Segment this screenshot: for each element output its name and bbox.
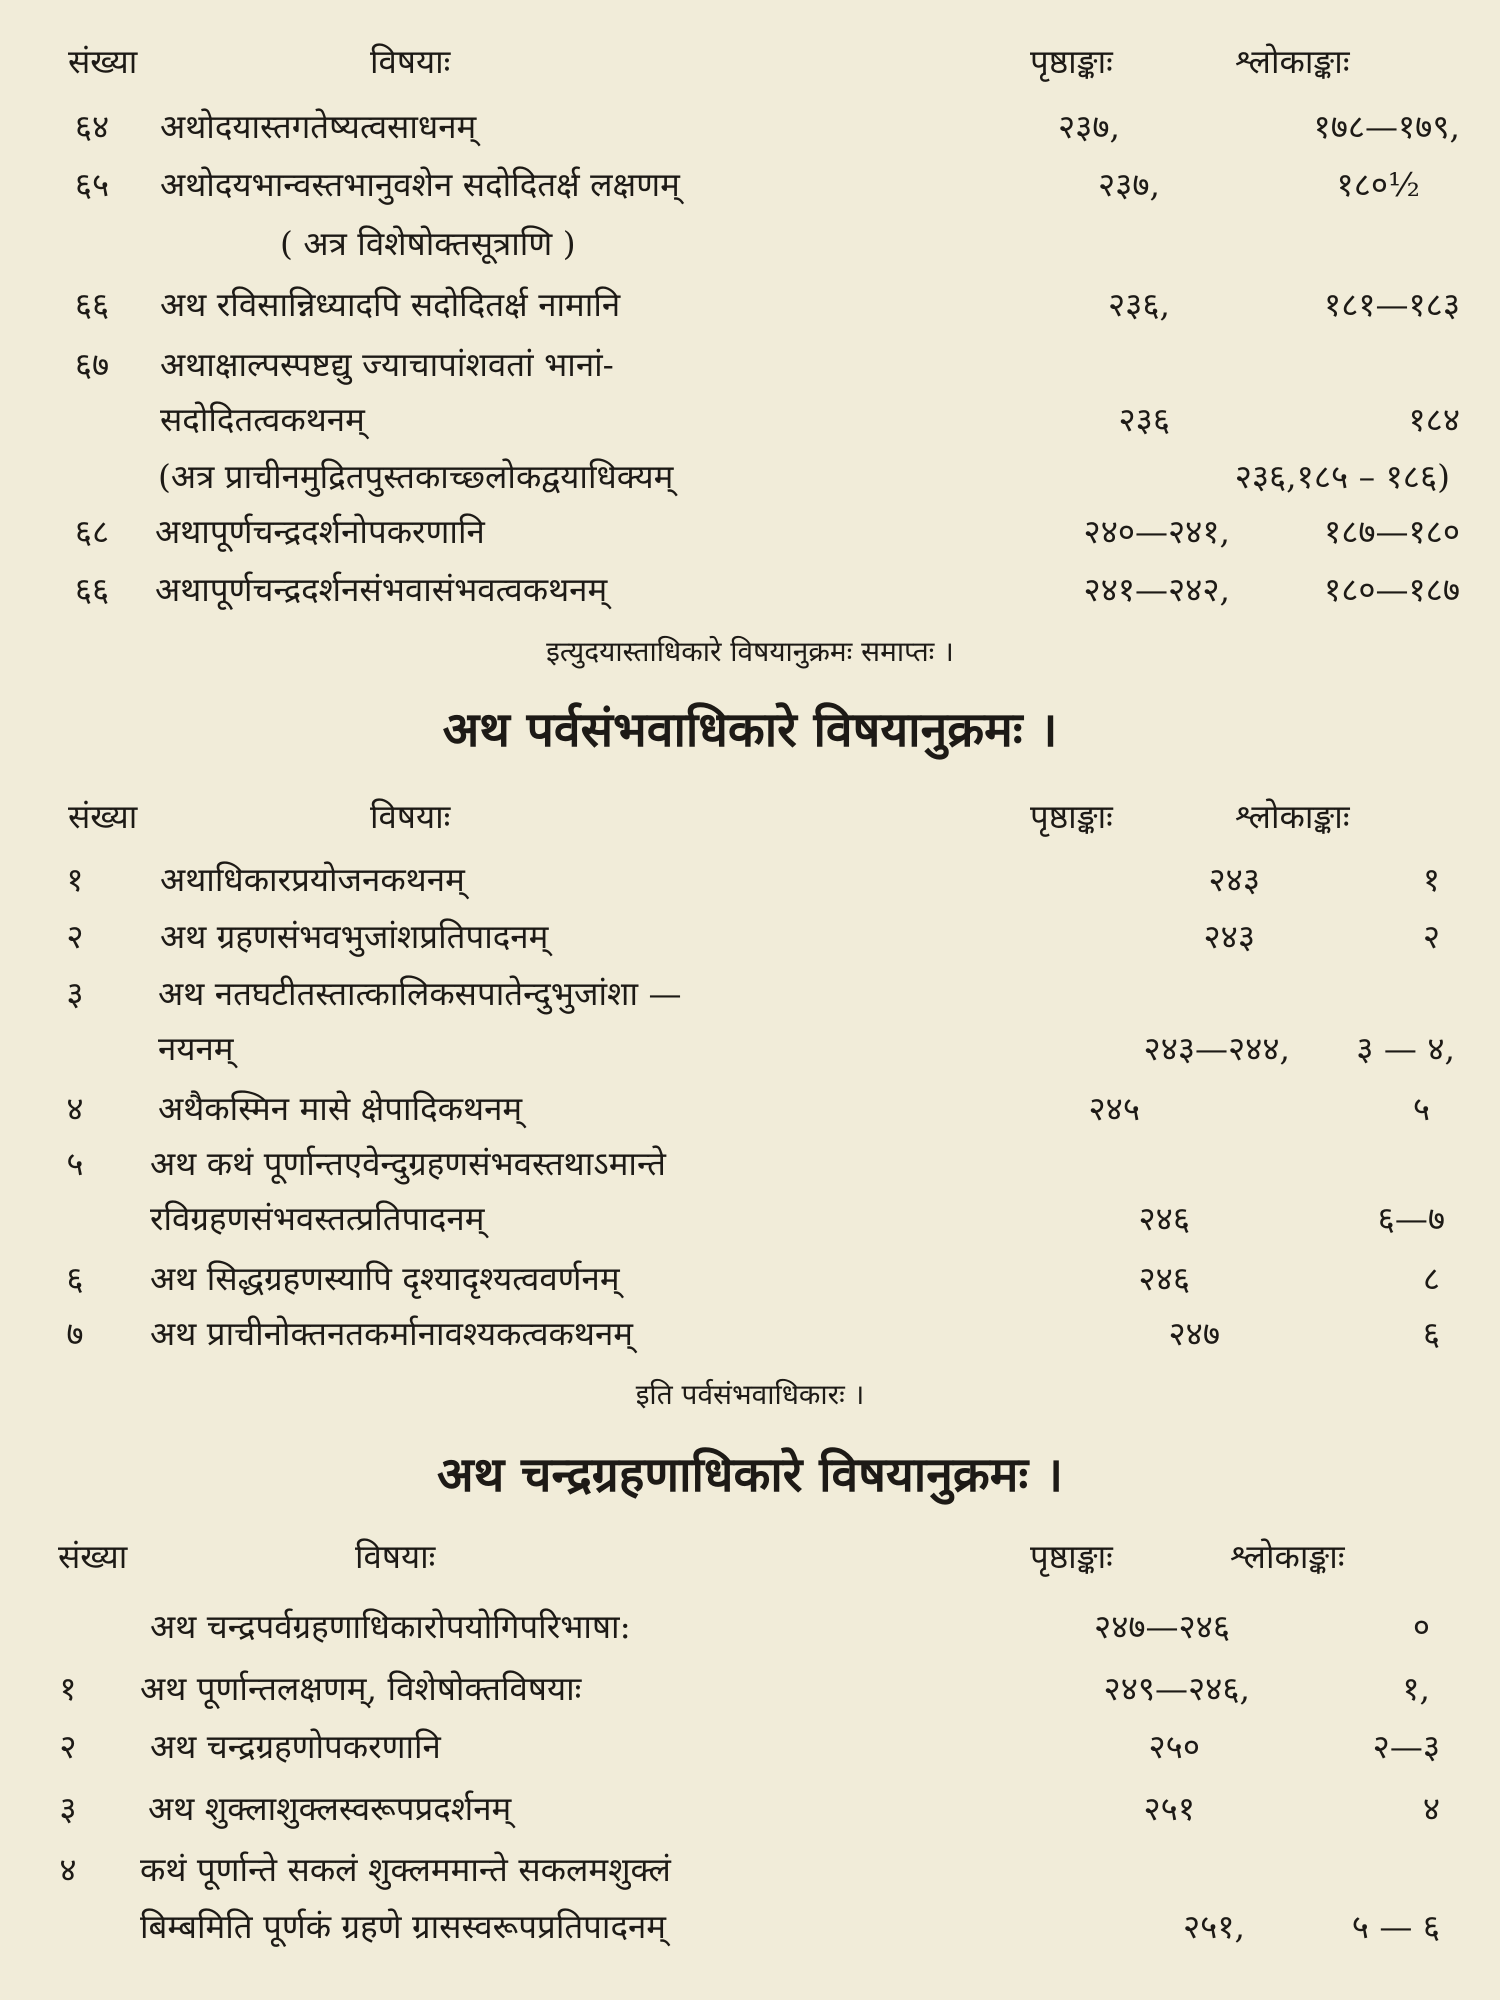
page: संख्या विषयाः पृष्ठाङ्काः श्लोकाङ्काः ६४ अथोदयास्तगतेष्यत्वसाधनम् २३७, १७८—१७९, ६५ अथोदयभान्वस्तभानुवशेन सदोदितर्क्ष लक्षणम् २३७, १८०½ ( अत्र विशेषोक्तसूत्राणि ) ६६ अथ रविसान्निध्यादपि सदोदितर्क्ष नामानि २३६, १८१—१८३ ६७ अथाक्षाल्पस्पष्टद्यु ज्याचापांशवतां भानां- सदोदितत्वकथनम् २३६ १८४ (अत्र प्राचीनमुद्रितपुस्तकाच्छ्लोकद्वयाधिक्यम् २३६,१८५ – १८६) ६८ अथापूर्णचन्द्रदर्शनोपकरणानि २४०—२४१, १८७—१८० ६६ अथापूर्णचन्द्रदर्शनसंभवासंभवत्वकथनम् २४१—२४२, १८०—१८७ इत्युदयास्ताधिकारे विषयानुक्रमः समाप्तः । अथ पर्वसंभवाधिकारे विषयानुक्रमः । संख्या विषयाः पृष्ठाङ्काः श्लोकाङ्काः १ अथाधिकारप्रयोजनकथनम् २४३ १ २ अथ ग्रहणसंभवभुजांशप्रतिपादनम् २४३ २ ३ अथ नतघटीतस्तात्कालिकसपातेन्दुभुजांशा — नयनम् २४३—२४४, ३ — ४, ४ अथैकस्मिन मासे क्षेपादिकथनम् २४५ ५ ५ अथ कथं पूर्णान्तएवेन्दुग्रहणसंभवस्तथाऽमान्ते रविग्रहणसंभवस्तत्प्रतिपादनम् २४६ ६—७ ६ अथ सिद्धग्रहणस्यापि दृश्यादृश्यत्ववर्णनम् २४६ ८ ७ अथ प्राचीनोक्तनतकर्मानावश्यकत्वकथनम् २४७ ६ इति पर्वसंभवाधिकारः । अथ चन्द्रग्रहणाधिकारे विषयानुक्रमः । संख्या विषयाः पृष्ठाङ्काः श्लोकाङ्काः अथ चन्द्रपर्वग्रहणाधिकारोपयोगिपरिभाषा: २४७—२४६ ० १ अथ पूर्णान्तलक्षणम्, विशेषोक्तविषयाः २४९—२४६, १, २ अथ चन्द्रग्रहणोपकरणानि २५० २—३ ३ अथ शुक्लाशुक्लस्वरूपप्रदर्शनम् २५१ ४ ४ कथं पूर्णान्ते सकलं शुक्लममान्ते सकलमशुक्लं बिम्बमिति पूर्णकं ग्रहणे ग्रासस्वरूपप्रतिपादनम् २५१, ५ — ६: [0, 0, 1500, 2000]
header-vishaya: विषयाः: [370, 42, 451, 81]
header-sankhya: संख्या: [68, 42, 138, 81]
header-prishtha: पृष्ठाङ्काः: [1030, 42, 1113, 81]
section-closing: इत्युदयास्ताधिकारे विषयानुक्रमः समाप्तः ।: [546, 635, 954, 668]
section-title: अथ पर्वसंभवाधिकारे विषयानुक्रमः ।: [442, 702, 1058, 758]
section-title: अथ चन्द्रग्रहणाधिकारे विषयानुक्रमः ।: [436, 1447, 1064, 1503]
section-closing: इति पर्वसंभवाधिकारः ।: [635, 1378, 865, 1411]
header-shloka: श्लोकाङ्काः: [1235, 42, 1350, 81]
